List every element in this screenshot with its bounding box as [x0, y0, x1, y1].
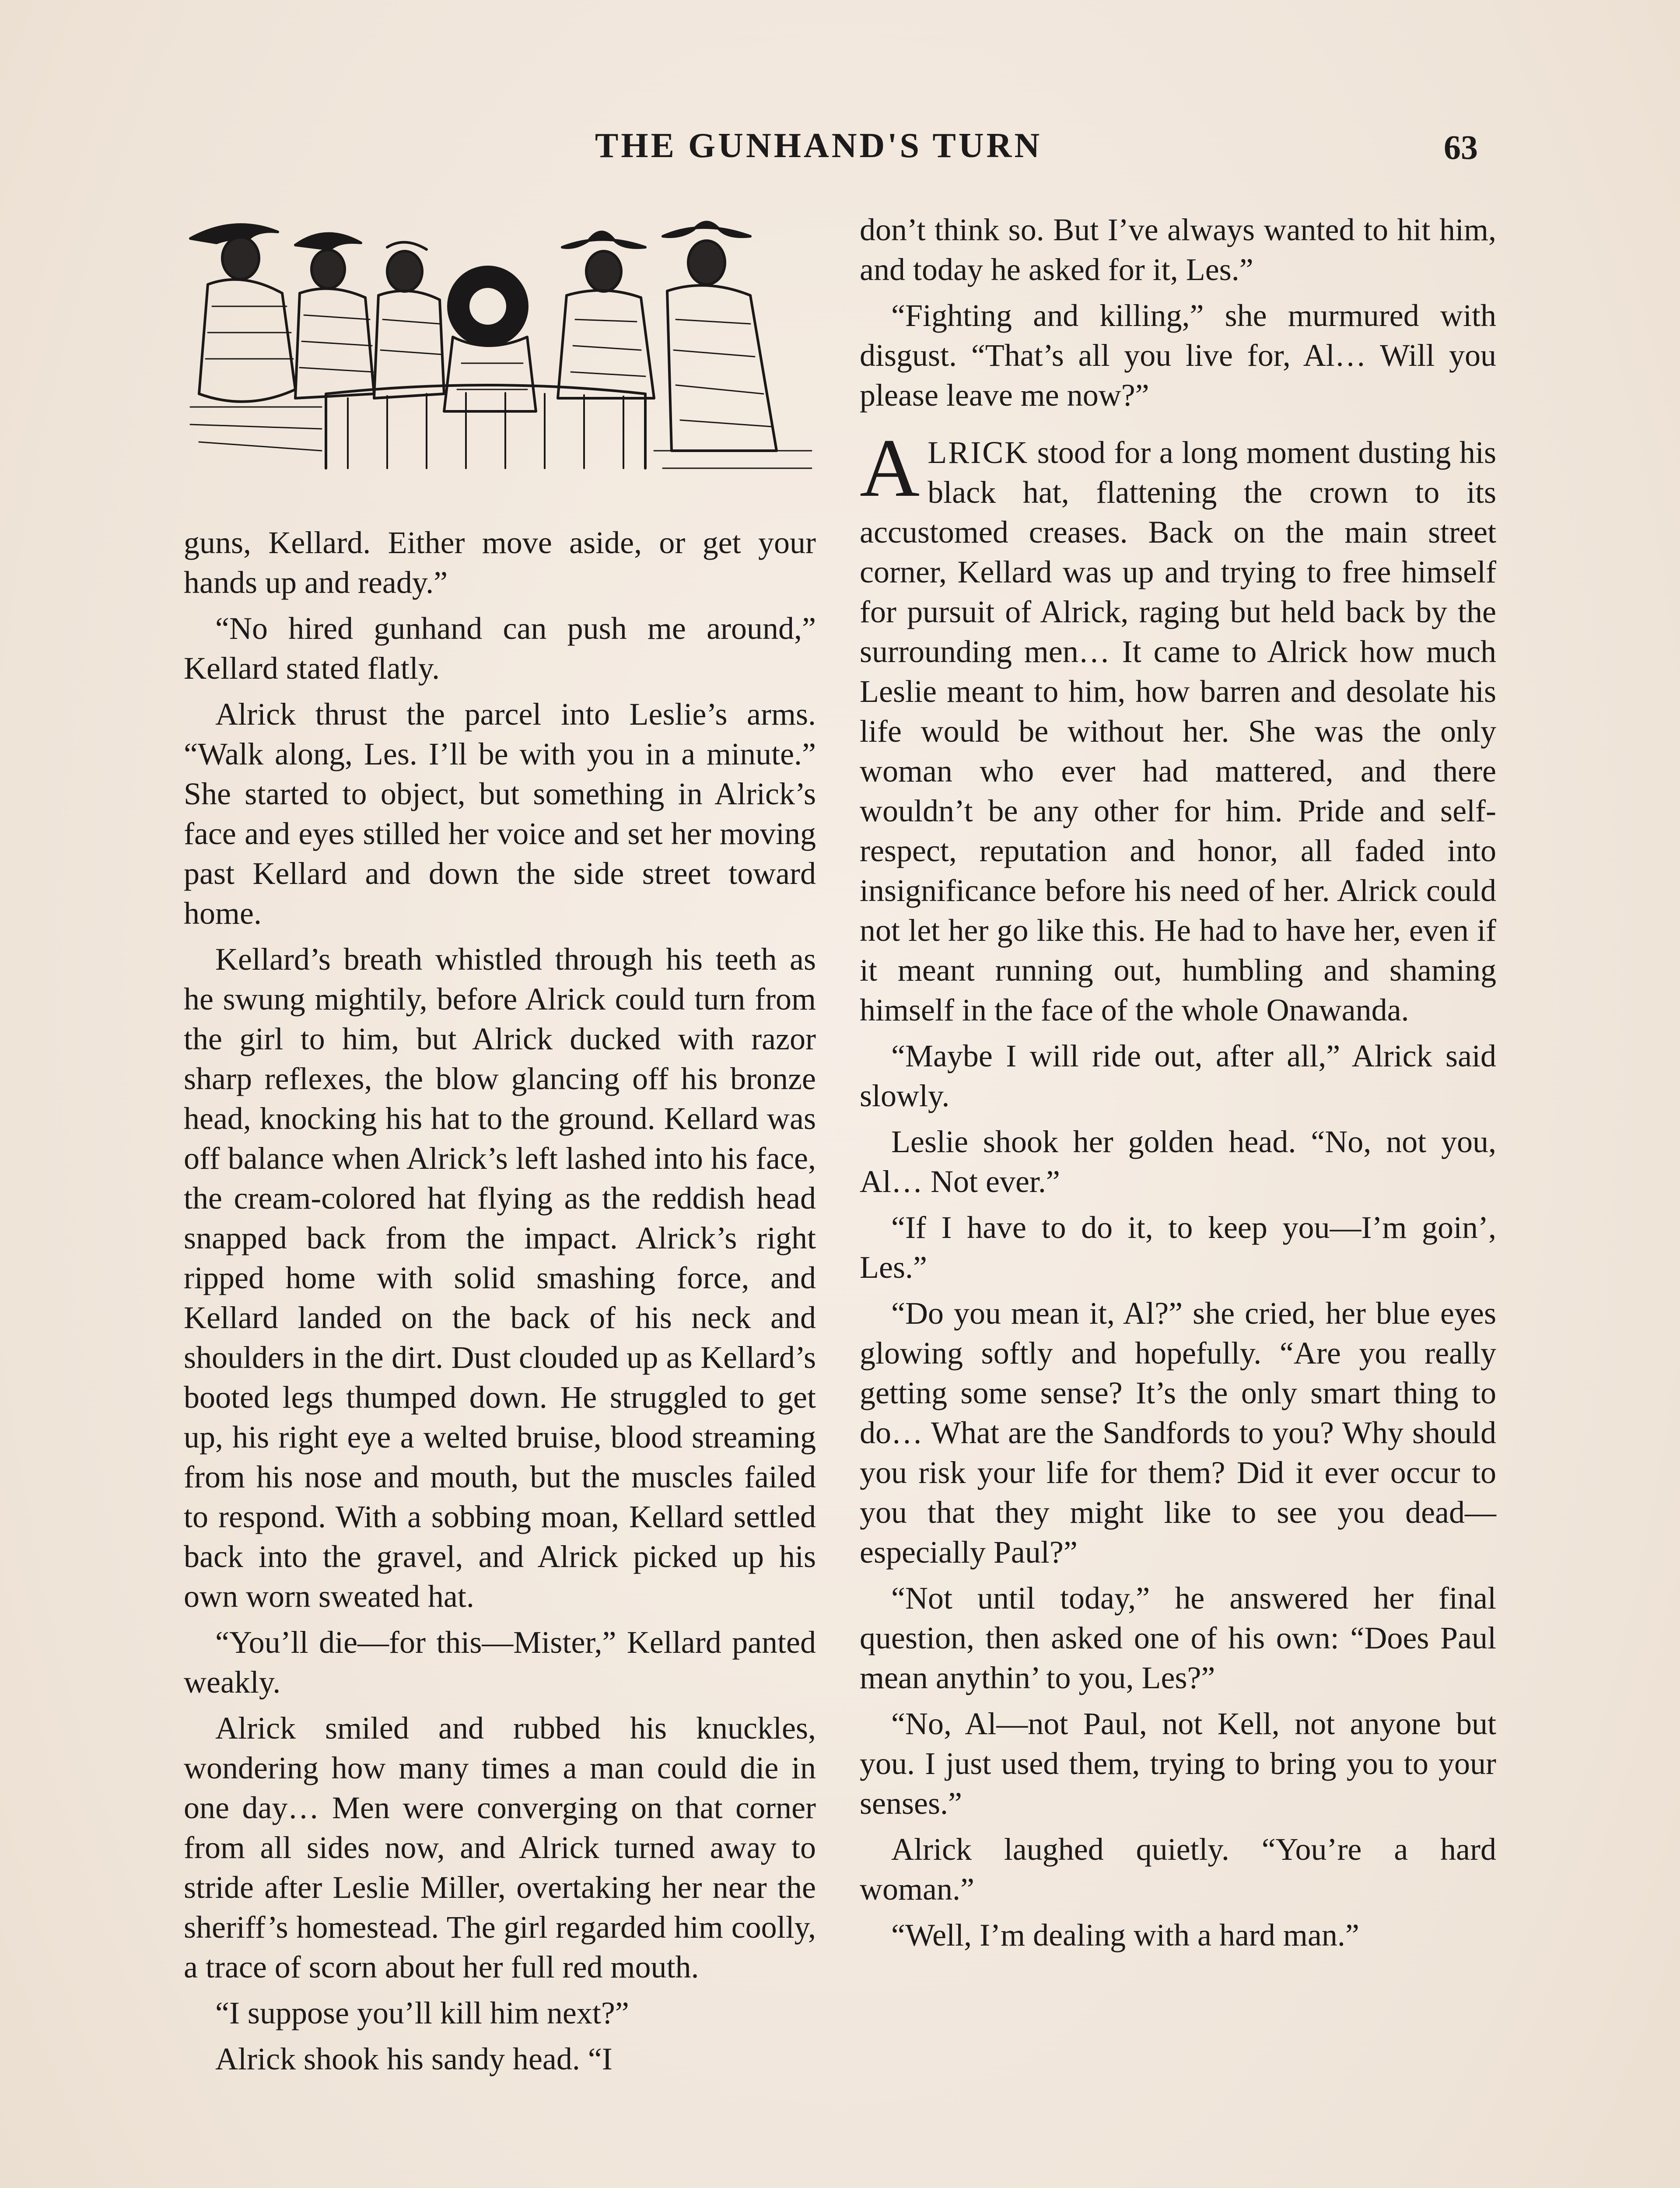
- drop-cap: A: [860, 422, 920, 514]
- paragraph: Alrick smiled and rubbed his knuckles, wondering how many times a man could die in one day… Men were converging on that corner from all sides now, and Alrick turned away to stride after Leslie Miller, overtaking her near the sheriff’s homestead. The girl regarded him coolly, a trace of scorn about her full red mouth.: [184, 1711, 816, 1985]
- page-header: [0, 118, 1680, 166]
- paragraph-text: stood for a long moment dusting his black hat, flattening the crown to its accustomed creases. Back on the main street corner, Kellard was up and trying to free himself for pursuit of Alrick, raging but held back by the surrounding men… It came to Alrick how much Leslie meant to him, how barren and desolate his life would be without her. She was the only woman who ever had mattered, and there wouldn’t be any other for him. Pride and self-respect, reputation and honor, all faded into insignificance before his need of her. Alrick could not let her go like this. He had to have her, even if it meant running out, humbling and shaming himself in the face of the whole Onawanda.: [860, 435, 1496, 1027]
- paragraph: “Well, I’m dealing with a hard man.”: [891, 1918, 1359, 1953]
- right-column: [860, 210, 1496, 1961]
- paragraph: Leslie shook her golden head. “No, not you, Al… Not ever.”: [860, 1124, 1496, 1199]
- page-number: 63: [1444, 128, 1478, 166]
- paragraph: Alrick thrust the parcel into Leslie’s arms. “Walk along, Les. I’ll be with you in a minute.” She started to object, but something in Alrick’s face and eyes stilled her voice and set her moving past Kellard and down the side street toward home.: [184, 697, 816, 931]
- paragraph: “No, Al—not Paul, not Kell, not anyone but you. I just used them, trying to bring you to your senses.”: [860, 1706, 1496, 1821]
- paragraph: guns, Kellard. Either move aside, or get your hands up and ready.”: [184, 525, 816, 600]
- paragraph: “You’ll die—for this—Mister,” Kellard panted weakly.: [184, 1625, 816, 1700]
- paragraph: don’t think so. But I’ve always wanted to hit him, and today he asked for it, Les.”: [860, 212, 1496, 287]
- running-title: THE GUNHAND'S TURN: [595, 126, 1043, 165]
- paragraph: Alrick shook his sandy head. “I: [215, 2041, 612, 2076]
- section-opening-paragraph: [860, 422, 1496, 1030]
- paragraph: “If I have to do it, to keep you—I’m goin’, Les.”: [860, 1210, 1496, 1285]
- paragraph: “I suppose you’ll kill him next?”: [215, 1995, 629, 2030]
- paragraph: “Fighting and killing,” she murmured with disgust. “That’s all you live for, Al… Will you please leave me now?”: [860, 298, 1496, 413]
- paragraph: “Maybe I will ride out, after all,” Alrick said slowly.: [860, 1038, 1496, 1113]
- poker-players-illustration: [182, 206, 820, 486]
- paragraph: “No hired gunhand can push me around,” Kellard stated flatly.: [184, 611, 816, 686]
- small-caps-lead: LRICK: [928, 435, 1029, 470]
- paragraph: “Do you mean it, Al?” she cried, her blue eyes glowing softly and hopefully. “Are you really getting some sense? It’s the only smart thing to do… What are the Sandfords to you? Why should you risk your life for them? Did it ever occur to you that they might like to see you dead—especially Paul?”: [860, 1296, 1496, 1570]
- left-column: [184, 523, 816, 2085]
- paragraph: Kellard’s breath whistled through his teeth as he swung mightily, before Alrick could turn from the girl to him, but Alrick ducked with razor sharp reflexes, the blow glancing off his bronze head, knocking his hat to the ground. Kellard was off balance when Alrick’s left lashed into his face, the cream-colored hat flying as the reddish head snapped back from the impact. Alrick’s right ripped home with solid smashing force, and Kellard landed on the back of his neck and shoulders in the dirt. Dust clouded up as Kellard’s booted legs thumped down. He struggled to get up, his right eye a welted bruise, blood streaming from his nose and mouth, but the muscles failed to respond. With a sobbing moan, Kellard settled back into the gravel, and Alrick picked up his own worn sweated hat.: [184, 942, 816, 1614]
- paragraph: “Not until today,” he answered her final question, then asked one of his own: “Does Paul mean anythin’ to you, Les?”: [860, 1581, 1496, 1695]
- paragraph: Alrick laughed quietly. “You’re a hard woman.”: [860, 1832, 1496, 1907]
